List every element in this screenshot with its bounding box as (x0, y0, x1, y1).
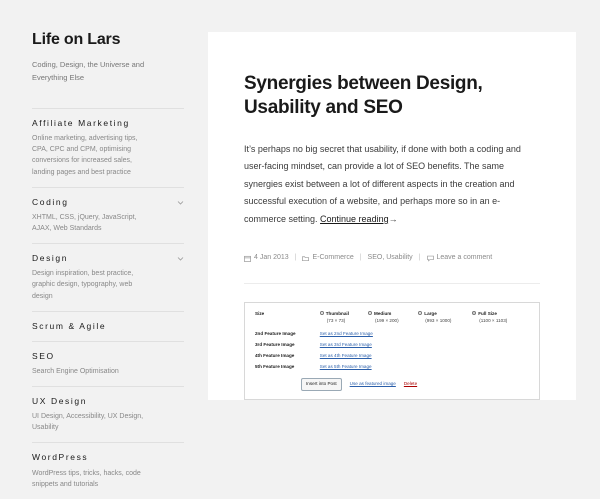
sidebar (0, 0, 208, 488)
sidebar-item-label: UX Design (32, 396, 88, 407)
meta-separator: | (294, 254, 297, 262)
column-size: Size (255, 311, 265, 317)
chevron-down-icon[interactable] (177, 255, 184, 262)
table-row (255, 362, 529, 373)
post-comments[interactable] (427, 254, 493, 261)
post-meta (244, 254, 540, 261)
set-feature-link[interactable]: Set as 4th Feature Image (319, 352, 372, 358)
sidebar-item-seo[interactable] (32, 341, 184, 386)
set-feature-link[interactable]: Set as 3rd Feature Image (319, 342, 372, 348)
post-excerpt-text: It’s perhaps no big secret that usability, if done with both a coding and user-facing mindset, can provide a lot of SEO benefits. The same synergies exist between a lot of different aspects in the creation and successful execution of a website, and perhaps more so in an e-commerce setting. (244, 143, 521, 224)
column-large-dimensions: (993 × 1000) (425, 318, 452, 324)
meta-separator: | (418, 254, 421, 262)
category-link[interactable]: E-Commerce (312, 254, 354, 262)
table-header-row (255, 311, 529, 329)
sidebar-item-coding[interactable] (32, 187, 184, 243)
row-label: 5th Feature Image (255, 363, 295, 369)
sidebar-item-description: Online marketing, advertising tips, CPA, CPC and CPM, optimising conversions for increased sales, landing pages and best practice (32, 134, 138, 176)
radio-thumbnail[interactable] (320, 311, 324, 315)
row-action[interactable] (320, 351, 529, 362)
table-row (255, 340, 529, 351)
page-title[interactable]: Synergies between Design, Usability and SEO (244, 73, 483, 119)
column-thumbnail-dimensions: (73 × 73) (326, 318, 346, 324)
set-feature-link[interactable]: Set as 2nd Feature Image (319, 331, 373, 337)
row-label: 2nd Feature Image (255, 331, 296, 337)
sidebar-nav (32, 108, 184, 499)
post-date (244, 254, 289, 261)
sidebar-item-label: Design (32, 253, 69, 264)
column-large-label: Large (424, 311, 437, 317)
chevron-down-icon[interactable] (177, 199, 184, 206)
column-thumbnail-label: Thumbnail (325, 311, 349, 317)
row-label: 4th Feature Image (255, 352, 295, 358)
set-feature-link[interactable]: Set as 5th Feature Image (319, 363, 372, 369)
post-excerpt (244, 141, 540, 229)
radio-large[interactable] (418, 311, 422, 315)
sidebar-item-wordpress[interactable] (32, 442, 184, 498)
sidebar-item-label: Affiliate Marketing (32, 117, 130, 128)
column-medium[interactable] (368, 311, 418, 329)
arrow-right-icon: → (388, 213, 398, 224)
sidebar-item-ux-design[interactable] (32, 386, 184, 442)
figure-actions (255, 378, 529, 391)
column-large[interactable] (418, 311, 472, 329)
radio-medium[interactable] (368, 311, 372, 315)
article (208, 32, 576, 400)
sidebar-item-label: Coding (32, 196, 69, 207)
insert-into-post-button[interactable]: Insert into Post (301, 378, 342, 391)
table-head (255, 311, 529, 329)
meta-separator: | (359, 254, 362, 262)
column-full-size-dimensions: (1100 × 1103) (479, 318, 508, 324)
column-medium-dimensions: (199 × 200) (375, 318, 399, 324)
sidebar-item-label: Scrum & Agile (32, 320, 107, 331)
calendar-icon (244, 255, 251, 262)
sidebar-item-description: Search Engine Optimisation (32, 367, 119, 375)
row-action[interactable] (320, 340, 529, 351)
table-body (255, 329, 529, 373)
sidebar-item-description: XHTML, CSS, jQuery, JavaScript, AJAX, Web Standards (32, 213, 137, 232)
column-thumbnail[interactable] (320, 311, 368, 329)
row-action[interactable] (320, 329, 529, 340)
comment-icon (427, 255, 434, 262)
row-action[interactable] (320, 362, 529, 373)
sidebar-item-design[interactable] (32, 243, 184, 311)
table-row (255, 329, 529, 340)
media-size-screenshot (244, 302, 540, 399)
sidebar-item-description: WordPress tips, tricks, hacks, code snippets and tutorials (32, 469, 141, 488)
tags-link[interactable]: SEO, Usability (367, 254, 413, 262)
media-size-table (255, 311, 529, 372)
post-categories[interactable] (302, 254, 353, 261)
site-description: Coding, Design, the Universe and Everything Else (32, 60, 145, 82)
delete-link[interactable]: Delete (403, 380, 418, 386)
leave-comment-link[interactable]: Leave a comment (436, 254, 493, 262)
sidebar-item-scrum-agile[interactable] (32, 311, 184, 341)
radio-full-size[interactable] (472, 311, 476, 315)
sidebar-item-label: SEO (32, 350, 55, 361)
column-full-size-label: Full Size (478, 311, 497, 317)
table-row (255, 351, 529, 362)
use-as-featured-image-link[interactable]: Use as featured image (349, 380, 396, 386)
site-title[interactable]: Life on Lars (32, 31, 121, 48)
post-date-label: 4 Jan 2013 (254, 254, 289, 262)
row-label: 3rd Feature Image (255, 342, 295, 348)
continue-reading-link[interactable]: Continue reading (320, 213, 389, 224)
sidebar-item-description: Design inspiration, best practice, graphic design, typography, web design (32, 270, 134, 300)
post-tags[interactable] (368, 254, 413, 261)
content-divider (244, 283, 540, 284)
main-content (208, 32, 576, 400)
sidebar-item-affiliate-marketing[interactable] (32, 108, 184, 187)
folder-icon (302, 255, 309, 262)
column-full-size[interactable] (472, 311, 529, 329)
column-medium-label: Medium (374, 311, 392, 317)
sidebar-item-label: WordPress (32, 452, 89, 463)
sidebar-item-description: UI Design, Accessibility, UX Design, Usability (32, 413, 144, 432)
